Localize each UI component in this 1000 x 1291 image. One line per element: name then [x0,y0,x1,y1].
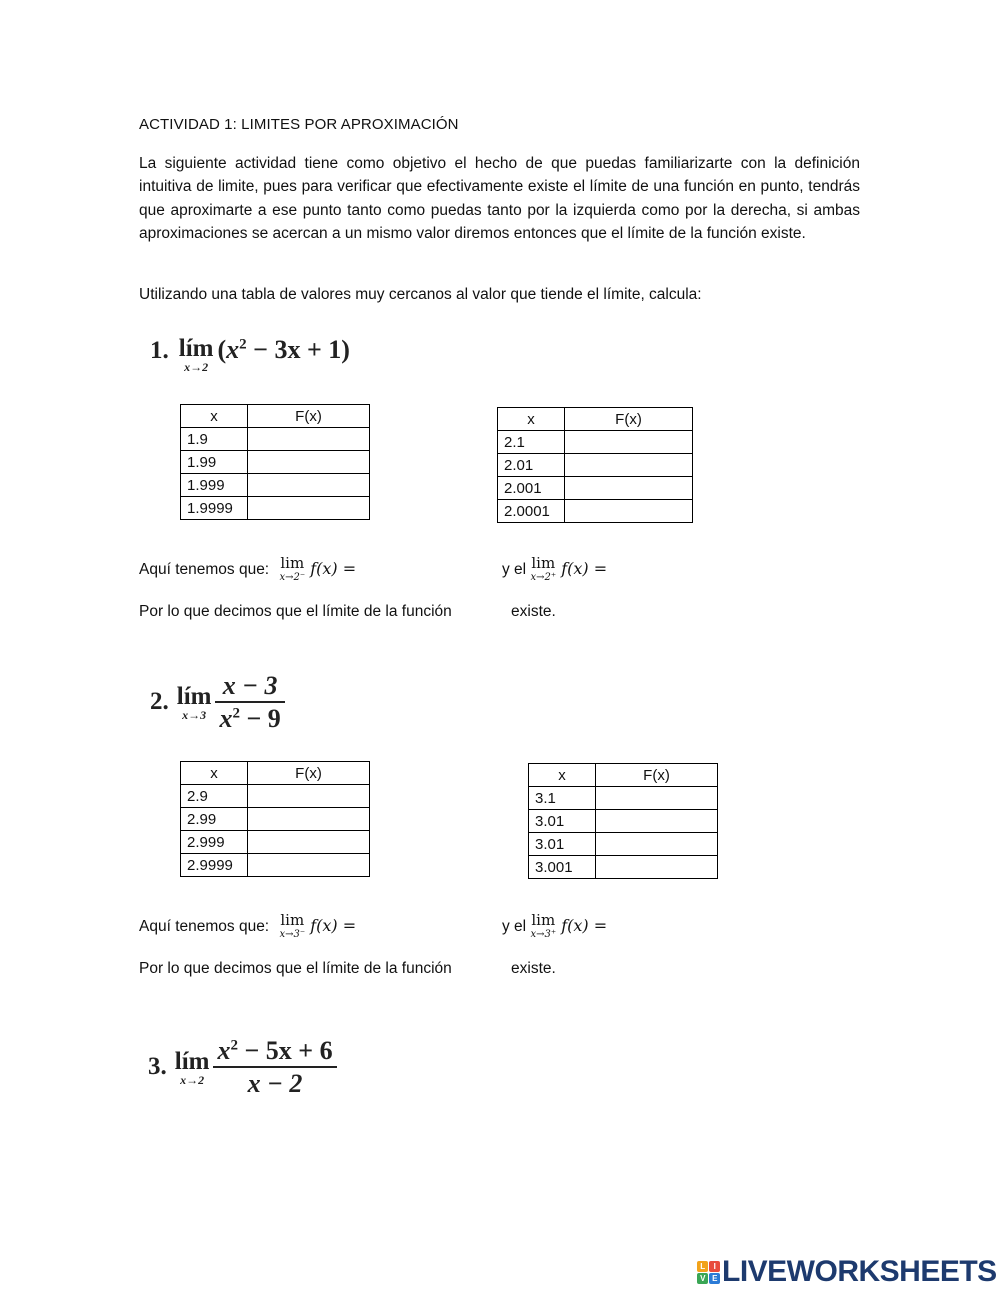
left-limit-line-1: Aquí tenemos que: lim x→2⁻ f(x) = [139,554,357,583]
table-row [529,810,718,833]
x-value: 2.0001 [498,500,565,523]
left-limit-subscript: x→2⁻ [279,572,306,583]
activity-title: ACTIVIDAD 1: LIMITES POR APROXIMACIÓN [139,116,459,133]
lim-word: lím [178,334,214,362]
denominator: $x^2 - 9$ [219,704,281,734]
fx-answer-cell[interactable] [248,808,370,831]
table-row [498,500,693,523]
x-value: 2.99 [181,808,248,831]
table-row [529,856,718,879]
x-value: 3.1 [529,787,596,810]
x-value: 1.99 [181,451,248,474]
x-value: 1.9 [181,428,248,451]
instruction-text: Utilizando una tabla de valores muy cercanos al valor que tiende el límite, calcula: [139,286,702,303]
intro-paragraph: La siguiente actividad tiene como objetivo el hecho de que puedas familiarizarte con la definición intuitiva de limite, pues para verificar que efectivamente existe el límite de una función en punto, tendrás que aproximarte a ese punto tanto como puedas tanto por la izquierda como por la derecha, si ambas aproximaciones se acercan a un mismo valor diremos entonces que el límite de la función existe. [139,155,860,243]
x-value: 2.01 [498,454,565,477]
fx-answer-cell[interactable] [565,500,693,523]
lim-subscript: x→3 [182,707,207,722]
table-row [181,831,370,854]
lim-word: lím [176,682,212,710]
header-fx: F(x) [248,405,370,428]
table-row [498,454,693,477]
x-value: 3.01 [529,833,596,856]
liveworksheets-logo [697,1255,997,1289]
function-expression: $(x^2 - 3x + 1)$ [217,335,350,364]
fx-answer-cell[interactable] [248,451,370,474]
table-row [529,833,718,856]
left-limit-label: Aquí tenemos que: [139,918,270,935]
table-left-2 [180,761,370,877]
numerator: x − 3 [222,671,278,700]
fx-answer-cell[interactable] [248,785,370,808]
lim-subscript: x→2 [180,1072,205,1087]
header-x: x [181,405,248,428]
table-row [498,477,693,500]
header-x: x [498,408,565,431]
header-x: x [181,762,248,785]
fx-answer-cell[interactable] [248,497,370,520]
right-limit-line-1: y el lim x→2⁺ f(x) = [502,554,608,583]
table-row [181,497,370,520]
right-limit-label: y el [502,561,527,578]
header-fx: F(x) [596,764,718,787]
table-row [181,451,370,474]
table-row [498,431,693,454]
fx-answer-cell[interactable] [248,428,370,451]
fx-answer-cell[interactable] [596,833,718,856]
fx-answer-cell[interactable] [565,477,693,500]
problem-3-formula [148,1037,337,1098]
x-value: 2.999 [181,831,248,854]
right-limit-subscript: x→2⁺ [530,572,557,583]
right-limit-label: y el [502,918,527,935]
problem-number: 1. [150,337,169,364]
fraction [215,672,284,733]
x-value: 3.001 [529,856,596,879]
fx-answer-cell[interactable] [248,831,370,854]
logo-mark-icon: L I V E [697,1261,720,1284]
denominator: x − 2 [247,1069,303,1099]
header-fx: F(x) [248,762,370,785]
table-row [181,854,370,877]
fx-answer-cell[interactable] [565,431,693,454]
table-left-1 [180,404,370,520]
fx-equals: f(x) = [561,916,608,935]
table-row [181,428,370,451]
table-row [181,808,370,831]
x-value: 3.01 [529,810,596,833]
x-value: 2.1 [498,431,565,454]
header-fx: F(x) [565,408,693,431]
conclusion-end-2: existe. [511,960,556,977]
table-right-1 [497,407,693,523]
fx-equals: f(x) = [310,559,357,578]
fx-equals: f(x) = [310,916,357,935]
x-value: 1.999 [181,474,248,497]
left-limit-subscript: x→3⁻ [279,929,306,940]
fx-equals: f(x) = [561,559,608,578]
x-value: 2.9 [181,785,248,808]
left-limit-label: Aquí tenemos que: [139,561,270,578]
fx-answer-cell[interactable] [248,474,370,497]
conclusion-end-1: existe. [511,603,556,620]
numerator: $x^2 - 5x + 6$ [217,1036,333,1065]
fx-answer-cell[interactable] [596,856,718,879]
table-row [181,474,370,497]
problem-number: 2. [150,688,169,716]
problem-1-formula [150,335,350,373]
table-right-2 [528,763,718,879]
fx-answer-cell[interactable] [565,454,693,477]
conclusion-2: Por lo que decimos que el límite de la función [139,960,452,977]
fx-answer-cell[interactable] [596,787,718,810]
problem-number: 3. [148,1053,167,1081]
x-value: 2.9999 [181,854,248,877]
left-limit-line-2: Aquí tenemos que: lim x→3⁻ f(x) = [139,911,357,940]
lim-word: lím [174,1047,210,1075]
fraction [213,1037,336,1098]
right-limit-line-2: y el lim x→3⁺ f(x) = [502,911,608,940]
logo-text: LIVEWORKSHEETS [722,1255,997,1288]
conclusion-1: Por lo que decimos que el límite de la función [139,603,452,620]
lim-subscript: x→2 [184,359,209,374]
fx-answer-cell[interactable] [248,854,370,877]
x-value: 1.9999 [181,497,248,520]
fx-answer-cell[interactable] [596,810,718,833]
header-x: x [529,764,596,787]
table-row [529,787,718,810]
x-value: 2.001 [498,477,565,500]
table-row [181,785,370,808]
right-limit-subscript: x→3⁺ [530,929,557,940]
problem-2-formula [150,672,285,733]
